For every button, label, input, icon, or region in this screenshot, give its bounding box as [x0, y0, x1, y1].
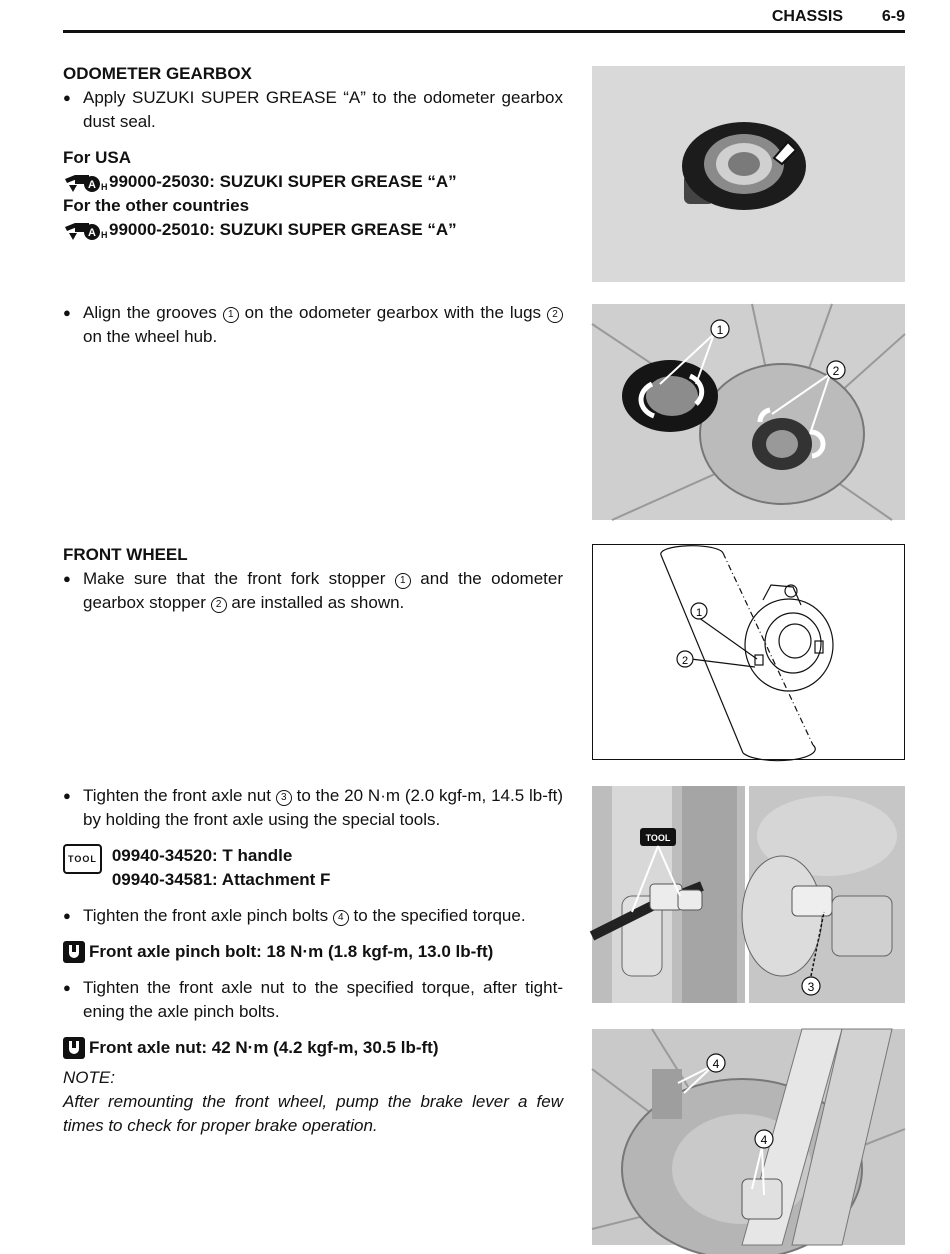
- photo-callout-1: 1: [716, 323, 724, 337]
- stopper-diagram: [592, 544, 905, 760]
- note-label: NOTE:: [63, 1068, 115, 1087]
- tool-attachment: 09940-34581: Attachment F: [111, 870, 331, 889]
- callout-4: 4: [333, 910, 349, 926]
- tool-icon: TOOL: [63, 844, 102, 874]
- torque-axle-nut: Front axle nut: 42 N·m (4.2 kgf-m, 30.5 lb-ft): [63, 1036, 563, 1060]
- grease-icon-letter: A: [88, 227, 96, 239]
- axle-section: [63, 784, 563, 1138]
- note-text: After remounting the front wheel, pump the brake lever a few times to check for proper brake operation.: [63, 1092, 563, 1135]
- grease-icon-suffix: H: [101, 182, 108, 192]
- grease-icon-letter: A: [88, 179, 96, 191]
- special-tools: [63, 844, 563, 892]
- other-grease-line: [63, 218, 563, 242]
- torque-wrench-icon: [63, 941, 85, 963]
- front-wheel-section: [63, 543, 563, 615]
- callout-2: 2: [547, 307, 563, 323]
- final-torque-bullet: ● Tighten the front axle nut to the specified torque, after tightening the axle pinch bolts.: [63, 976, 563, 1024]
- callout-2: 2: [211, 597, 227, 613]
- stopper-bullet: ● Make sure that the front fork stopper 1 and the odometer gearbox stopper 2 are installed as shown.: [63, 567, 563, 615]
- other-countries-label: For the other countries: [63, 196, 250, 215]
- other-grease-spec: 99000-25010: SUZUKI SUPER GREASE “A”: [109, 220, 457, 239]
- section-title: CHASSIS: [771, 8, 843, 25]
- torque-pinch-bolt: Front axle pinch bolt: 18 N·m (1.8 kgf-m, 13.0 lb-ft): [63, 940, 563, 964]
- grease-icon-suffix: H: [101, 230, 108, 240]
- grease-gun-icon: [63, 171, 108, 193]
- page-number: 6-9: [881, 8, 905, 25]
- odometer-seal-photo: [592, 66, 905, 282]
- usa-grease-line: [63, 170, 563, 194]
- align-grooves-bullet: ● Align the grooves 1 on the odometer gearbox with the lugs 2 on the wheel hub.: [63, 301, 563, 349]
- page-header: [63, 4, 905, 33]
- grease-gun-icon: [63, 219, 108, 241]
- diagram-callout-2: 2: [681, 655, 689, 667]
- usa-label: For USA: [63, 148, 131, 167]
- photo-callout-2: 2: [832, 364, 840, 378]
- callout-3: 3: [276, 790, 292, 806]
- axle-nut-bullet: ● Tighten the front axle nut 3 to the 20 N·m (2.0 kgf-m, 14.5 lb-ft) by holding the front axle using the special tools.: [63, 784, 563, 832]
- photo-callout-3: 3: [807, 980, 815, 994]
- photo-callout-4b: 4: [760, 1133, 768, 1147]
- callout-1: 1: [223, 307, 239, 323]
- align-grooves-block: [63, 301, 563, 349]
- photo-callout-4a: 4: [712, 1057, 720, 1071]
- odometer-heading: ODOMETER GEARBOX: [63, 64, 252, 83]
- grooves-lugs-photo: [592, 304, 905, 520]
- front-wheel-heading: FRONT WHEEL: [63, 545, 188, 564]
- pinch-bolts-photo: [592, 1029, 905, 1245]
- pinch-bolt-bullet: ● Tighten the front axle pinch bolts 4 to the specified torque.: [63, 904, 563, 928]
- axle-tools-photo: [592, 786, 905, 1003]
- diagram-callout-1: 1: [695, 607, 703, 619]
- odometer-bullet-grease: ● Apply SUZUKI SUPER GREASE “A” to the odometer gearbox dust seal.: [63, 86, 563, 134]
- odometer-section: [63, 62, 563, 242]
- torque-wrench-icon: [63, 1037, 85, 1059]
- tool-t-handle: 09940-34520: T handle: [111, 846, 293, 865]
- usa-grease-spec: 99000-25030: SUZUKI SUPER GREASE “A”: [109, 172, 457, 191]
- photo-tool-label: TOOL: [645, 833, 671, 843]
- callout-1: 1: [395, 573, 411, 589]
